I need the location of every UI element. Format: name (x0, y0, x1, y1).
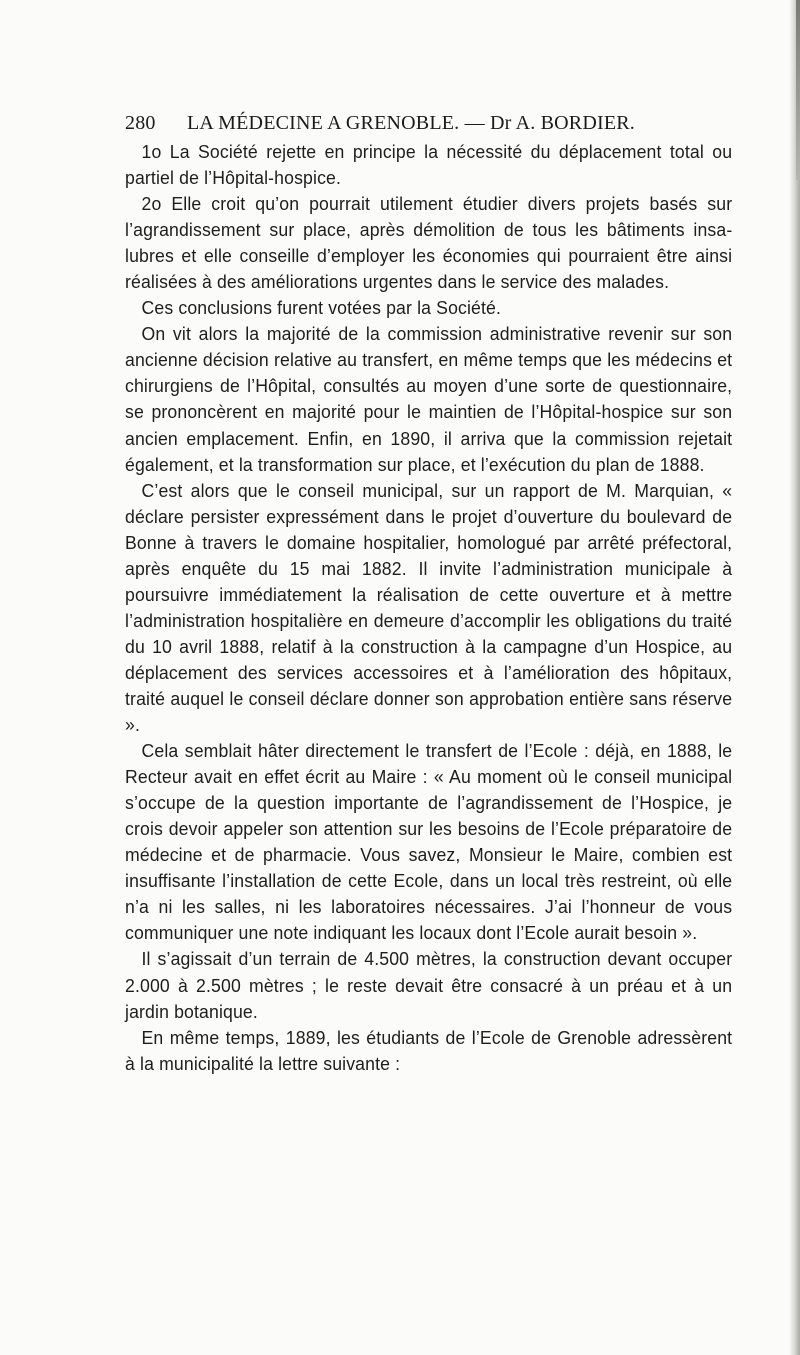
paragraph-7: Il s’agissait d’un terrain de 4.500 mètres, la construction devant occuper 2.000 à 2.500 mètres ; le reste devait être consacré à un préau et à un jardin botanique. (125, 949, 733, 1022)
paragraph-8: En même temps, 1889, les étudiants de l’Ecole de Grenoble adressèrent à la municipalité la lettre suivante : (125, 1027, 733, 1074)
running-title: LA MÉDECINE A GRENOBLE. — Dr A. BORDIER. (187, 112, 635, 134)
running-header (125, 112, 765, 135)
paragraph-4: On vit alors la majorité de la commission administrative revenir sur son ancienne décision relative au transfert, en même temps que les médecins et chirurgiens de l’Hôpital, consultés au moyen d’une sorte de questionnaire, se prononcèrent en majorité pour le maintien de l’Hôpital-hospice sur son ancien emplacement. Enfin, en 1890, il arriva que la commission rejetait également, et la transformation sur place, et l’exécution du plan de 1888. (125, 324, 733, 475)
paragraph-2: 2o Elle croit qu’on pourrait utilement étudier divers projets basés sur l’agrandissement sur place, après démolition de tous les bâtiments insalubres et elle conseille d’employer les économies qui pourraient être ainsi réalisées à des améliorations urgentes dans le service des malades. (125, 194, 733, 293)
paragraph-5: C’est alors que le conseil municipal, sur un rapport de M. Marquian, « déclare persister expressément dans le projet d’ouverture du boulevard de Bonne à travers le domaine hospitalier, homologué par arrêté préfectoral, après enquête du 15 mai 1882. Il invite l’administration municipale à poursuivre immédiatement la réalisation de cette ouverture et à mettre l’administration hospitalière en demeure d’accomplir les obligations du traité du 10 avril 1888, relatif à la construction à la campagne d’un Hospice, au déplacement des services accessoires et à l’amélioration des hôpitaux, traité auquel le conseil déclare donner son approbation entière sans réserve ». (125, 480, 733, 736)
page-number: 280 (125, 112, 156, 134)
page-edge-shadow (790, 0, 800, 1355)
page-edge-dark (796, 0, 800, 180)
paragraph-1: 1o La Société rejette en principe la nécessité du déplacement total ou partiel de l’Hôpital-hospice. (125, 142, 733, 189)
body-text (125, 139, 732, 1077)
paragraph-3: Ces conclusions furent votées par la Société. (141, 298, 502, 319)
paragraph-6: Cela semblait hâter directement le transfert de l’Ecole : déjà, en 1888, le Recteur avait en effet écrit au Maire : « Au moment où le conseil municipal s’occupe de la question importante de l’agrandissement de l’Hospice, je crois devoir appeler son attention sur les besoins de l’Ecole préparatoire de médecine et de pharmacie. Vous savez, Monsieur le Maire, combien est insuffisante l’installation de cette Ecole, dans un local très restreint, où elle n’a ni les salles, ni les laboratoires nécessaires. J’ai l’honneur de vous communiquer une note indiquant les locaux dont l’Ecole aurait besoin ». (125, 741, 733, 944)
